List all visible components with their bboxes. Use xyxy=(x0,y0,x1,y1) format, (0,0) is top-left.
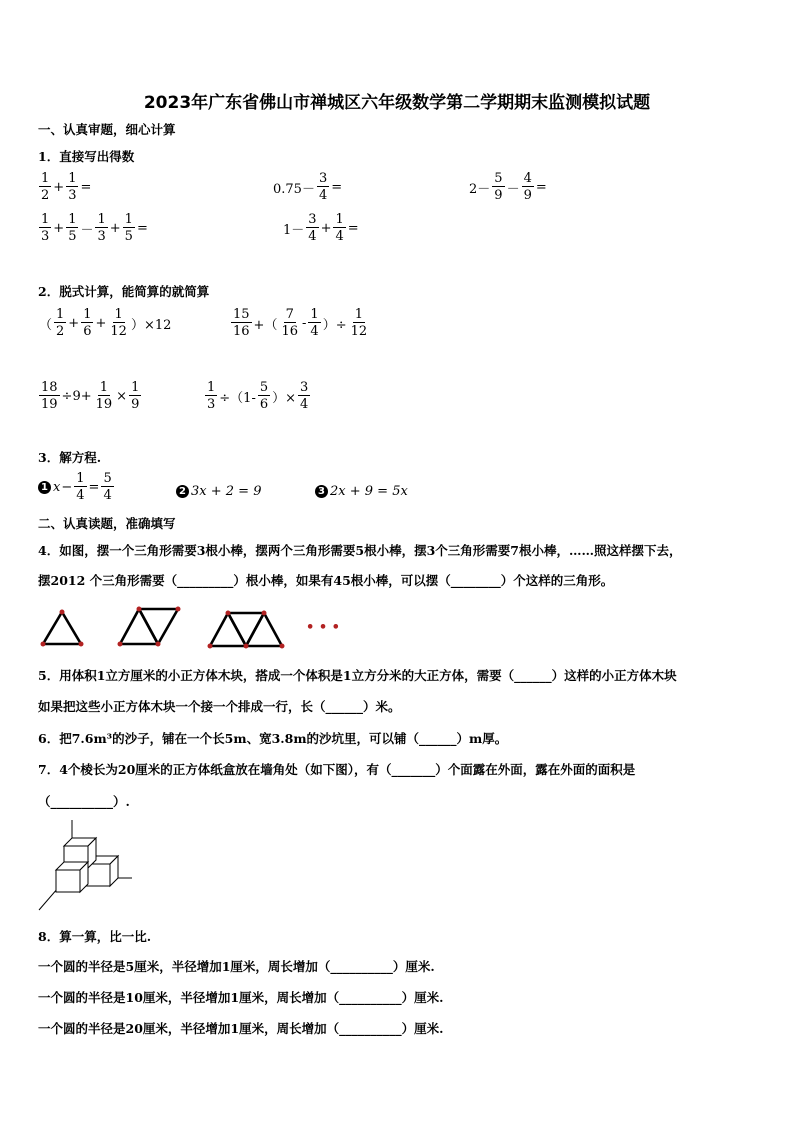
expr-lead: 2－ xyxy=(469,181,491,197)
q8-line-2: 一个圆的半径是10厘米，半径增加1厘米，周长增加（__________）厘米. xyxy=(38,990,444,1005)
q3-equation-2: 2 3x + 2 = 9 xyxy=(176,484,261,499)
q5-line-1: 5．用体积1立方厘米的小正方体木块，搭成一个体积是1立方分米的大正方体，需要（______）这样的小正方体木块 xyxy=(38,668,677,683)
numerator: 1 xyxy=(41,212,50,227)
q8-line-1: 一个圆的半径是5厘米，半径增加1厘米，周长增加（__________）厘米. xyxy=(38,959,435,974)
numerator: 4 xyxy=(523,171,532,186)
q1-heading: 1．直接写出得数 xyxy=(38,149,135,164)
q7-line-1: 7．4个棱长为20厘米的正方体纸盒放在墙角处（如下图），有（_______）个面露在外面，露在外面的面积是 xyxy=(38,762,636,777)
q2-item-3 xyxy=(38,381,142,411)
ellipsis-dots: • • • xyxy=(306,620,340,635)
fraction xyxy=(39,213,51,243)
expr-lead: （ xyxy=(39,317,53,333)
operator: － xyxy=(80,222,94,238)
denominator: 6 xyxy=(259,397,269,412)
fraction xyxy=(306,213,318,243)
operator: = xyxy=(136,220,148,236)
q8-heading: 8．算一算，比一比. xyxy=(38,929,152,944)
triangle-1 xyxy=(43,612,81,644)
numerator: 1 xyxy=(114,307,123,322)
q4-line-1: 4．如图，摆一个三角形需要3根小棒，摆两个三角形需要5根小棒，摆3个三角形需要7根小棒，……照这样摆下去， xyxy=(38,543,682,558)
q7-line-2: （__________）. xyxy=(38,794,130,809)
fraction xyxy=(129,381,141,411)
triangle-sticks-figure xyxy=(38,600,338,652)
numerator: 7 xyxy=(285,307,294,322)
numerator: 1 xyxy=(310,307,319,322)
numerator: 1 xyxy=(68,171,77,186)
numerator: 1 xyxy=(124,212,133,227)
fraction xyxy=(279,308,300,338)
fraction xyxy=(39,381,60,411)
denominator: 4 xyxy=(318,188,328,203)
q3-eq1-variable: x xyxy=(53,479,61,495)
q1-item-4 xyxy=(38,213,149,243)
numerator: 1 xyxy=(68,212,77,227)
fraction xyxy=(66,172,78,202)
q6-text: 6．把7.6m³的沙子，铺在一个长5m、宽3.8m的沙坑里，可以铺（______）m厚。 xyxy=(38,731,508,746)
denominator: 5 xyxy=(124,229,133,244)
q2-item-1 xyxy=(38,308,172,338)
denominator: 4 xyxy=(310,324,319,339)
numerator: 1 xyxy=(207,380,216,395)
fraction xyxy=(54,308,66,338)
fraction xyxy=(522,172,534,202)
q1-item-2 xyxy=(272,172,343,202)
denominator: 19 xyxy=(41,397,58,412)
numerator: 3 xyxy=(300,380,309,395)
numerator: 1 xyxy=(83,307,92,322)
fraction xyxy=(308,308,320,338)
operator: = xyxy=(331,179,343,195)
fraction xyxy=(317,172,329,202)
denominator: 12 xyxy=(110,324,127,339)
section-2-heading: 二、认真读题，准确填写 xyxy=(38,516,176,531)
denominator: 16 xyxy=(233,324,250,339)
numerator: 5 xyxy=(494,171,503,186)
triangle-3a xyxy=(210,613,246,646)
numerator: 1 xyxy=(41,171,50,186)
numerator: 1 xyxy=(56,307,65,322)
operator: + xyxy=(53,179,65,195)
denominator: 3 xyxy=(97,229,106,244)
operator: = xyxy=(535,179,547,195)
q2-item-4 xyxy=(204,381,311,411)
q5-line-2: 如果把这些小正方体木块一个接一个排成一行，长（______）米。 xyxy=(38,699,401,714)
operator: + xyxy=(68,315,80,331)
fraction xyxy=(94,381,115,411)
denominator: 9 xyxy=(131,397,140,412)
numerator: 1 xyxy=(131,380,140,395)
numerator: 1 xyxy=(354,307,363,322)
fraction xyxy=(349,308,370,338)
fraction xyxy=(108,308,129,338)
q3-equation-1: 1 x − $\frac{1}{4}$ = $\frac{5}{4}$ xyxy=(38,472,115,502)
fraction xyxy=(66,213,78,243)
fraction xyxy=(95,213,107,243)
number-badge-2: 2 xyxy=(176,485,189,498)
operator: + xyxy=(95,315,107,331)
operator: ）×12 xyxy=(130,317,172,333)
q4-line-2: 摆2012 个三角形需要（_________）根小棒，如果有45根小棒，可以摆（________）个这样的三角形。 xyxy=(38,573,614,588)
fraction xyxy=(333,213,345,243)
numerator: 1 xyxy=(335,212,344,227)
denominator: 3 xyxy=(41,229,50,244)
q1-item-5 xyxy=(282,213,360,243)
fraction xyxy=(231,308,252,338)
q3-heading: 3．解方程. xyxy=(38,450,102,465)
q2-heading: 2．脱式计算，能简算的就简算 xyxy=(38,284,210,299)
numerator: 3 xyxy=(308,212,317,227)
fraction xyxy=(258,381,270,411)
operator: = xyxy=(80,179,92,195)
operator: ）÷ xyxy=(322,317,347,333)
denominator: 12 xyxy=(350,324,368,339)
q3-eq1-fraction-1: $\frac{1}{4}$ xyxy=(76,471,85,503)
numerator: 5 xyxy=(259,380,269,395)
q3-equation-3: 3 2x + 9 = 5x xyxy=(315,484,408,499)
page-title: 2023年广东省佛山市禅城区六年级数学第二学期期末监测模拟试题 xyxy=(143,93,651,113)
triangle-3b xyxy=(228,613,264,646)
fraction xyxy=(123,213,135,243)
q1-item-3 xyxy=(468,172,548,202)
denominator: 19 xyxy=(95,397,113,412)
denominator: 6 xyxy=(83,324,92,339)
triangle-3c xyxy=(246,613,282,646)
fraction xyxy=(39,172,51,202)
q2-item-2 xyxy=(230,308,370,338)
denominator: 2 xyxy=(56,324,65,339)
denominator: 5 xyxy=(68,229,77,244)
numerator: 18 xyxy=(41,380,58,395)
operator: + xyxy=(109,220,121,236)
operator: + xyxy=(53,220,65,236)
numerator: 3 xyxy=(318,171,328,186)
operator: - xyxy=(302,315,307,331)
operator: = xyxy=(347,220,359,236)
denominator: 3 xyxy=(68,188,77,203)
denominator: 2 xyxy=(41,188,50,203)
number-badge-3: 3 xyxy=(315,485,328,498)
operator: ）× xyxy=(272,390,297,406)
triangle-2a xyxy=(120,609,158,644)
operator: + xyxy=(320,220,332,236)
denominator: 3 xyxy=(207,397,216,412)
denominator: 9 xyxy=(523,188,532,203)
section-1-heading: 一、认真审题，细心计算 xyxy=(38,122,176,137)
q3-eq1-fraction-2: $\frac{5}{4}$ xyxy=(103,471,112,503)
operator: × xyxy=(116,388,128,404)
denominator: 9 xyxy=(494,188,503,203)
denominator: 4 xyxy=(335,229,344,244)
denominator: 16 xyxy=(281,324,298,339)
operator: +（ xyxy=(253,317,278,333)
cubes-in-corner-figure xyxy=(36,818,136,914)
q1-item-1 xyxy=(38,172,92,202)
numerator: 1 xyxy=(99,380,109,395)
operator: ÷9+ xyxy=(61,388,92,404)
operator: － xyxy=(506,181,520,197)
expr-lead: 1－ xyxy=(283,222,305,238)
denominator: 4 xyxy=(300,397,309,412)
fraction xyxy=(298,381,310,411)
fraction xyxy=(492,172,504,202)
fraction xyxy=(205,381,217,411)
numerator: 1 xyxy=(97,212,106,227)
fraction xyxy=(81,308,93,338)
number-badge-1: 1 xyxy=(38,481,51,494)
numerator: 15 xyxy=(233,307,250,322)
operator: ÷（1- xyxy=(219,390,256,406)
expr-lead: 0.75－ xyxy=(273,181,315,197)
triangle-2b xyxy=(139,609,178,644)
denominator: 4 xyxy=(308,229,317,244)
q8-line-3: 一个圆的半径是20厘米，半径增加1厘米，周长增加（__________）厘米. xyxy=(38,1021,444,1036)
